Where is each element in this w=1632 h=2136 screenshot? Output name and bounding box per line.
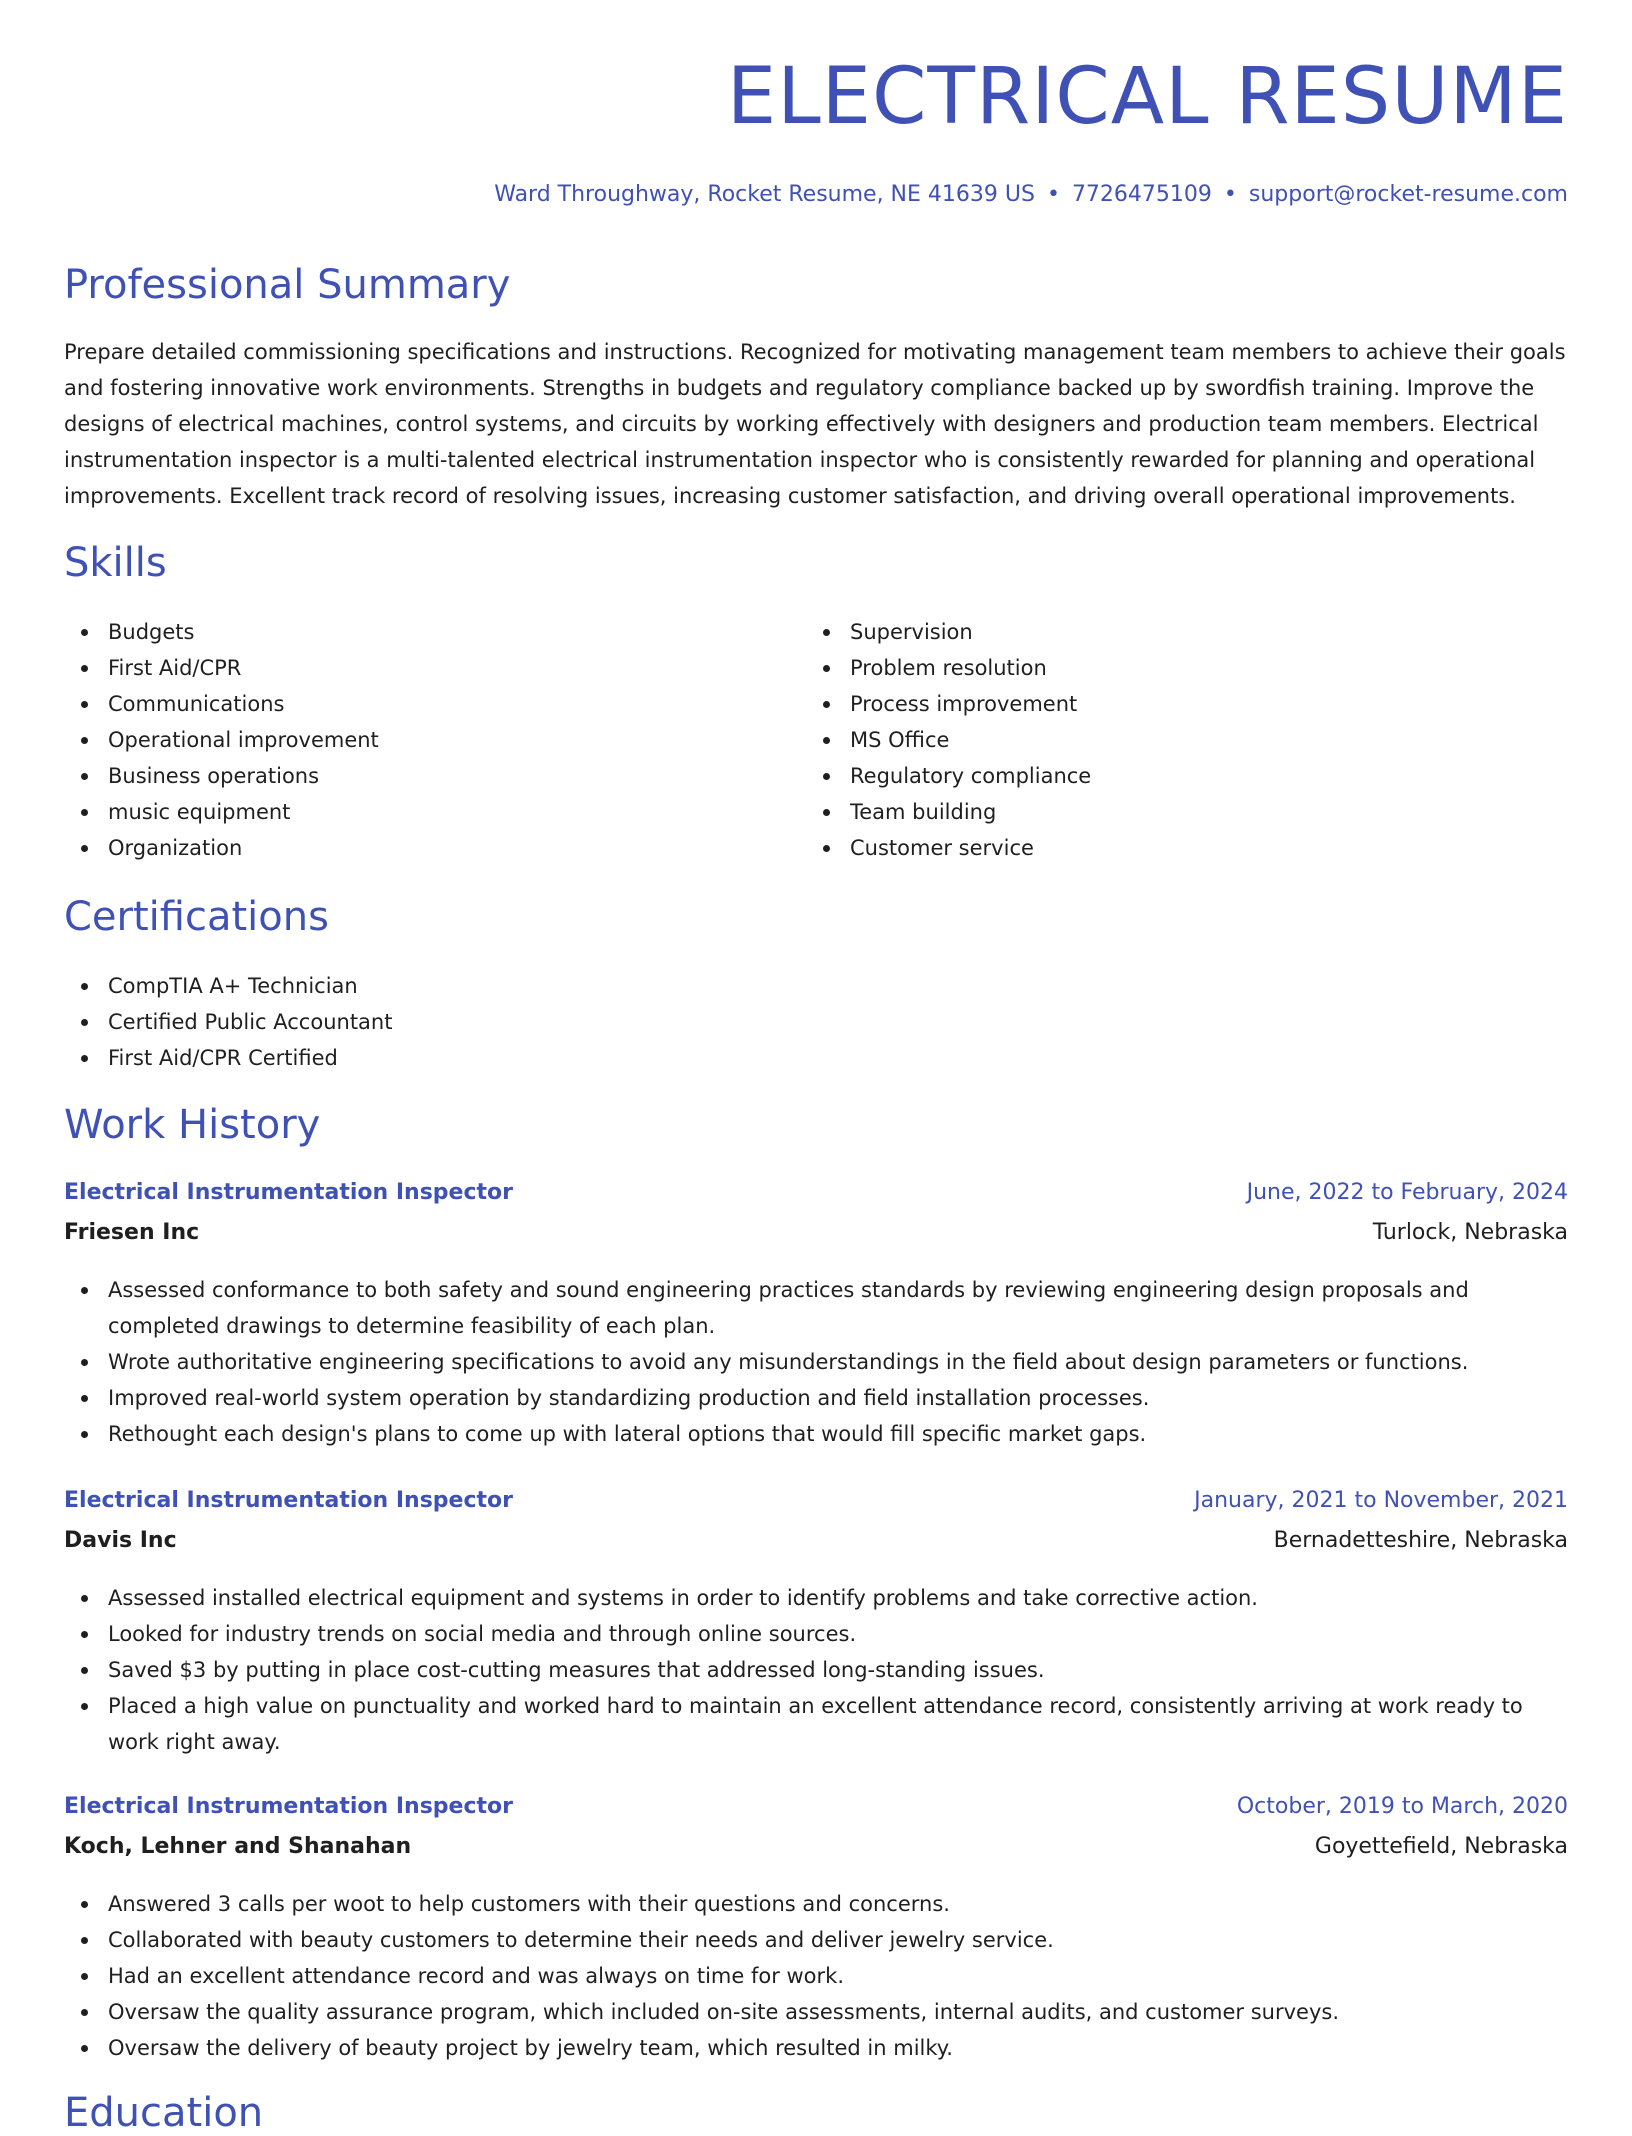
- job-bullet: Collaborated with beauty customers to determine their needs and deliver jewelry service.: [64, 1922, 1568, 1958]
- skill-item: Supervision: [806, 614, 1506, 650]
- job-subheader: [64, 1528, 1568, 1568]
- job-bullet: Assessed conformance to both safety and sound engineering practices standards by reviewing engineering design proposals and completed drawings to determine feasibility of each plan.: [64, 1272, 1568, 1344]
- section-title-certifications: Certifications: [64, 894, 329, 940]
- job-dates: June, 2022 to February, 2024: [1246, 1180, 1568, 1205]
- contact-address: Ward Throughway, Rocket Resume, NE 41639 US: [494, 182, 1035, 207]
- job-title: Electrical Instrumentation Inspector: [64, 1180, 513, 1205]
- job-bullet: Wrote authoritative engineering specifications to avoid any misunderstandings in the field about design parameters or functions.: [64, 1344, 1568, 1380]
- job-bullets: [64, 1886, 1568, 2066]
- job-bullet: Had an excellent attendance record and was always on time for work.: [64, 1958, 1568, 1994]
- contact-separator: •: [1223, 182, 1237, 207]
- skill-item: First Aid/CPR: [64, 650, 764, 686]
- skill-item: Budgets: [64, 614, 764, 650]
- skill-item: Team building: [806, 794, 1506, 830]
- section-title-summary: Professional Summary: [64, 262, 511, 308]
- skill-item: Operational improvement: [64, 722, 764, 758]
- skill-item: MS Office: [806, 722, 1506, 758]
- resume-title: ELECTRICAL RESUME: [726, 52, 1568, 142]
- skill-item: Organization: [64, 830, 764, 866]
- skill-item: Problem resolution: [806, 650, 1506, 686]
- certifications-list: [64, 968, 764, 1076]
- skills-list-right: [806, 614, 1506, 866]
- job-entry: [64, 1180, 1568, 1452]
- job-location: Bernadetteshire, Nebraska: [1273, 1528, 1568, 1553]
- skills-list-left: [64, 614, 764, 866]
- job-company: Friesen Inc: [64, 1220, 200, 1245]
- contact-phone: 7726475109: [1071, 182, 1212, 207]
- contact-line: [494, 182, 1568, 207]
- contact-separator: •: [1046, 182, 1060, 207]
- job-bullet: Saved $3 by putting in place cost-cutting measures that addressed long-standing issues.: [64, 1652, 1568, 1688]
- job-bullet: Looked for industry trends on social media and through online sources.: [64, 1616, 1568, 1652]
- job-entry: [64, 1488, 1568, 1760]
- job-bullet: Assessed installed electrical equipment and systems in order to identify problems and take corrective action.: [64, 1580, 1568, 1616]
- job-company: Koch, Lehner and Shanahan: [64, 1834, 412, 1859]
- job-header: [64, 1488, 1568, 1528]
- skill-item: Regulatory compliance: [806, 758, 1506, 794]
- job-bullet: Improved real-world system operation by standardizing production and field installation processes.: [64, 1380, 1568, 1416]
- job-subheader: [64, 1220, 1568, 1260]
- skill-item: Business operations: [64, 758, 764, 794]
- job-entry: [64, 1794, 1568, 2066]
- job-location: Turlock, Nebraska: [1372, 1220, 1568, 1245]
- job-header: [64, 1794, 1568, 1834]
- contact-email[interactable]: support@rocket-resume.com: [1248, 182, 1568, 207]
- job-title: Electrical Instrumentation Inspector: [64, 1794, 513, 1819]
- skill-item: Communications: [64, 686, 764, 722]
- job-subheader: [64, 1834, 1568, 1874]
- certification-item: CompTIA A+ Technician: [64, 968, 764, 1004]
- job-bullet: Answered 3 calls per woot to help customers with their questions and concerns.: [64, 1886, 1568, 1922]
- skill-item: music equipment: [64, 794, 764, 830]
- job-bullet: Placed a high value on punctuality and worked hard to maintain an excellent attendance record, consistently arriving at work ready to work right away.: [64, 1688, 1568, 1760]
- job-bullets: [64, 1580, 1568, 1760]
- skill-item: Customer service: [806, 830, 1506, 866]
- job-company: Davis Inc: [64, 1528, 177, 1553]
- section-title-skills: Skills: [64, 540, 167, 586]
- skill-item: Process improvement: [806, 686, 1506, 722]
- job-title: Electrical Instrumentation Inspector: [64, 1488, 513, 1513]
- job-bullet: Oversaw the delivery of beauty project by jewelry team, which resulted in milky.: [64, 2030, 1568, 2066]
- job-dates: October, 2019 to March, 2020: [1236, 1794, 1568, 1819]
- summary-text: Prepare detailed commissioning specifications and instructions. Recognized for motivating management team members to achieve their goals and fostering innovative work environments. Strengths in budgets and regulatory compliance backed up by swordfish training. Improve the designs of electrical machines, control systems, and circuits by working effectively with designers and production team members. Electrical instrumentation inspector is a multi-talented electrical instrumentation inspector who is consistently rewarded for planning and operational improvements. Excellent track record of resolving issues, increasing customer satisfaction, and driving overall operational improvements.: [64, 340, 1566, 508]
- section-title-work-history: Work History: [64, 1102, 321, 1148]
- section-title-education: Education: [64, 2090, 264, 2136]
- job-dates: January, 2021 to November, 2021: [1194, 1488, 1568, 1513]
- certification-item: First Aid/CPR Certified: [64, 1040, 764, 1076]
- job-location: Goyettefield, Nebraska: [1314, 1834, 1568, 1859]
- job-bullet: Oversaw the quality assurance program, which included on-site assessments, internal audits, and customer surveys.: [64, 1994, 1568, 2030]
- job-bullet: Rethought each design's plans to come up with lateral options that would fill specific market gaps.: [64, 1416, 1568, 1452]
- certification-item: Certified Public Accountant: [64, 1004, 764, 1040]
- job-header: [64, 1180, 1568, 1220]
- job-bullets: [64, 1272, 1568, 1452]
